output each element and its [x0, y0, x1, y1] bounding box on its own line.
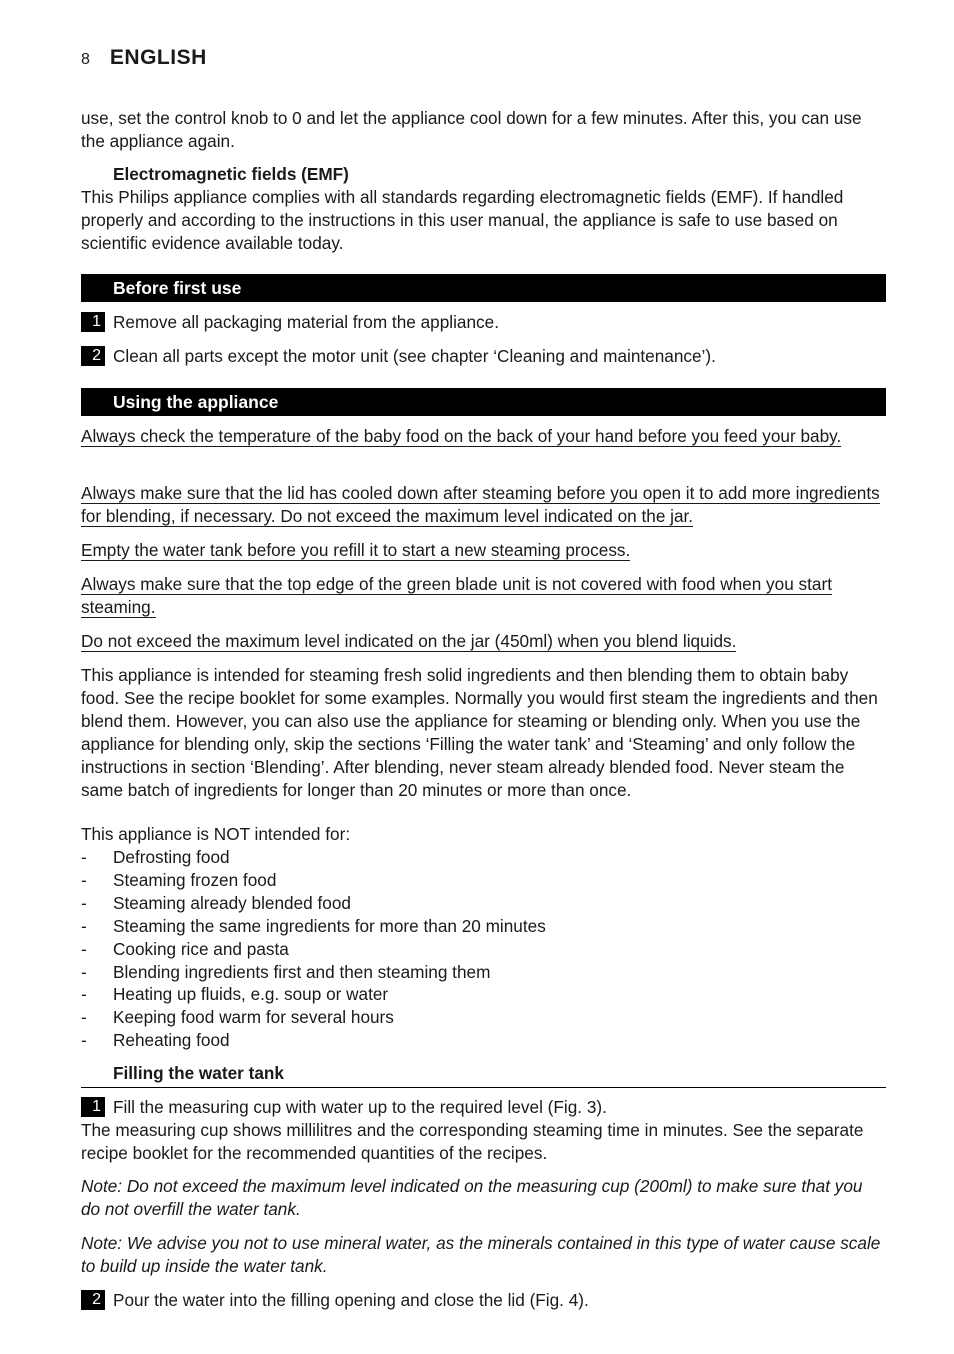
language-label: ENGLISH: [109, 46, 207, 69]
filling-step-2: [81, 1289, 886, 1312]
section-using-appliance: Using the appliance: [81, 388, 886, 416]
filling-heading: Filling the water tank: [81, 1062, 886, 1088]
list-item: - Heating up fluids, e.g. soup or water: [81, 984, 389, 1005]
step-text: Fill the measuring cup with water up to the required level (Fig. 3).: [113, 1097, 607, 1117]
list-item: - Steaming the same ingredients for more than 20 minutes: [81, 915, 546, 936]
list-item: - Steaming already blended food: [81, 892, 351, 913]
list-item: - Cooking rice and pasta: [81, 938, 289, 959]
section-before-first-use: Before first use: [81, 274, 886, 302]
list-item: - Blending ingredients first and then steaming them: [81, 961, 491, 982]
before-step-1: [81, 311, 886, 334]
step-number: 2: [81, 346, 105, 366]
intro-paragraph: use, set the control knob to 0 and let the appliance cool down for a few minutes. After this, you can use the appliance again.: [81, 108, 862, 151]
filling-step-1: [81, 1096, 886, 1119]
step-text: Clean all parts except the motor unit (see chapter ‘Cleaning and maintenance’).: [113, 346, 716, 366]
emf-heading: Electromagnetic fields (EMF): [113, 164, 349, 184]
step-text: Pour the water into the filling opening and close the lid (Fig. 4).: [113, 1290, 589, 1310]
emf-body: This Philips appliance complies with all standards regarding electromagnetic fields (EMF). If handled properly and according to the instructions in this user manual, the appliance is safe to use based on scientific evidence available today.: [81, 187, 844, 253]
note-measuring-cup: Note: Do not exceed the maximum level indicated on the measuring cup (200ml) to make sure that you do not overfill the water tank.: [81, 1176, 863, 1219]
before-step-2: [81, 345, 886, 368]
using-body: This appliance is intended for steaming fresh solid ingredients and then blending them to obtain baby food. See the recipe booklet for some examples. Normally you would first steam the ingredients and then blend them. However, you can also use the appliance for steaming or blending only. When you use the appliance for blending only, skip the sections ‘Filling the water tank’ and ‘Steaming’ and only follow the instructions in section ‘Blending’. After blending, never steam already blended food. Never steam the same batch of ingredients for longer than 20 minutes or more than once.: [81, 665, 878, 800]
not-intended-intro: This appliance is NOT intended for:: [81, 824, 351, 844]
filling-step-1-body: The measuring cup shows millilitres and the corresponding steaming time in minutes. See the separate recipe booklet for the recommended quantities of the recipes.: [81, 1120, 864, 1163]
list-item: - Defrosting food: [81, 847, 230, 867]
list-item: - Keeping food warm for several hours: [81, 1007, 394, 1028]
not-intended-list: [81, 846, 886, 1052]
step-number: 1: [81, 312, 105, 332]
list-item: - Steaming frozen food: [81, 869, 277, 890]
warning-2: Always make sure that the lid has cooled down after steaming before you open it to add more ingredients for blending, if necessary. Do not exceed the maximum level indicated on the jar.: [81, 483, 880, 526]
list-item: - Reheating food: [81, 1030, 230, 1051]
warning-5: Do not exceed the maximum level indicated on the jar (450ml) when you blend liquids.: [81, 631, 737, 651]
page-header: [81, 46, 207, 70]
page-number: 8: [81, 51, 90, 68]
step-number: 2: [81, 1290, 105, 1310]
warning-3: Empty the water tank before you refill it to start a new steaming process.: [81, 540, 631, 560]
warning-1: Always check the temperature of the baby food on the back of your hand before you feed your baby.: [81, 426, 842, 446]
step-text: Remove all packaging material from the appliance.: [113, 312, 499, 332]
warning-4: Always make sure that the top edge of the green blade unit is not covered with food when you start steaming.: [81, 574, 832, 617]
step-number: 1: [81, 1097, 105, 1117]
note-mineral-water: Note: We advise you not to use mineral water, as the minerals contained in this type of water cause scale to build up inside the water tank.: [81, 1233, 881, 1276]
